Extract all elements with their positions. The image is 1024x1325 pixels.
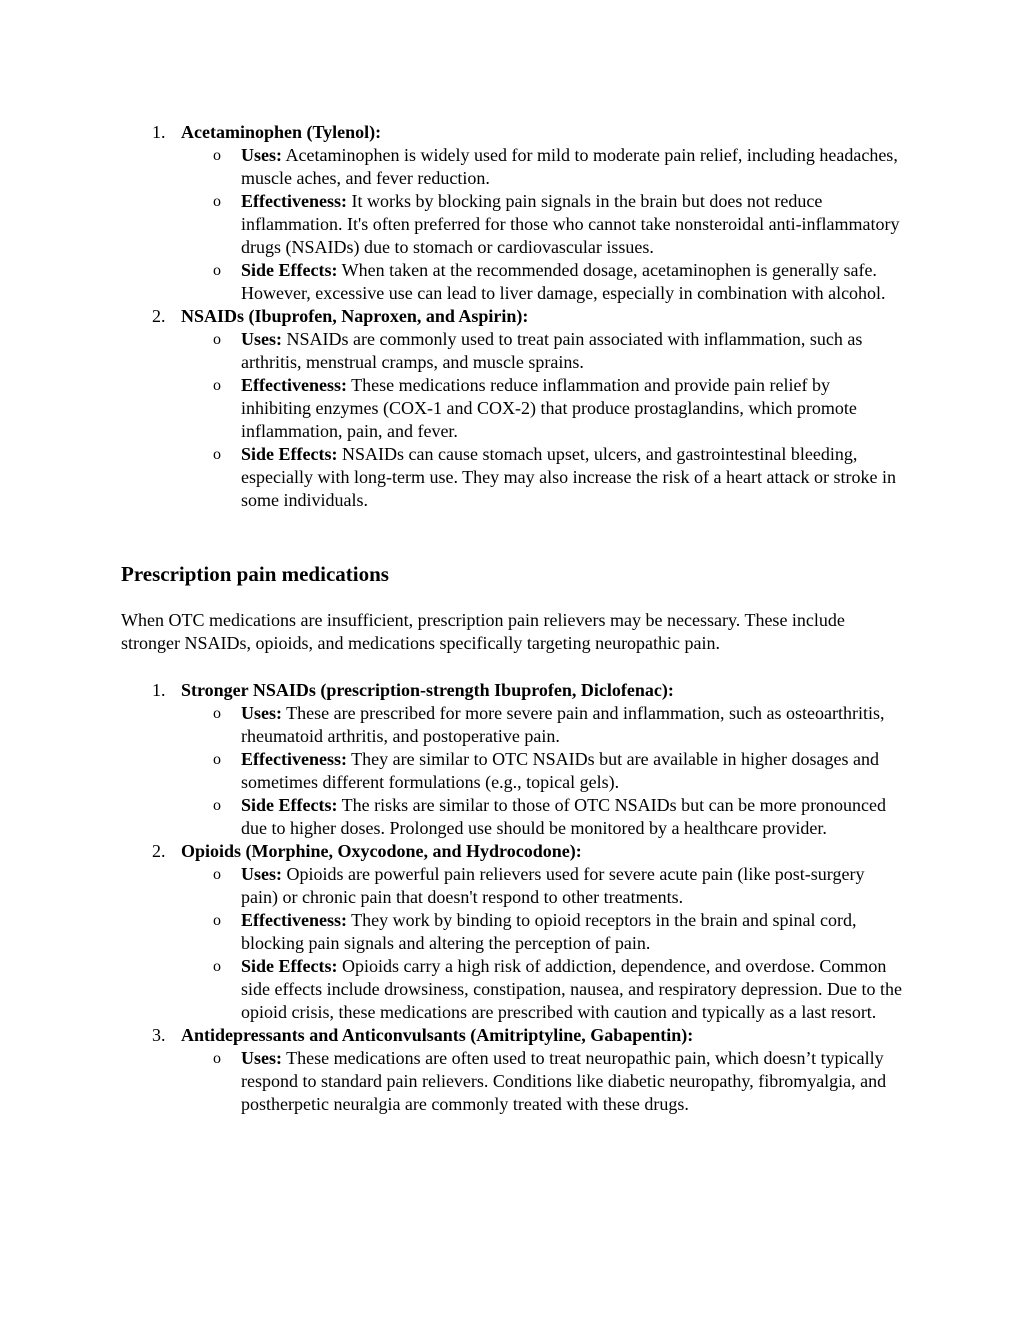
item-label: Uses: (241, 329, 282, 349)
item-text: NSAIDs can cause stomach upset, ulcers, and gastrointestinal bleeding, especially with long-term use. They may also increase the risk of a heart attack or stroke in some individuals. (241, 444, 896, 510)
sub-list-item (181, 794, 903, 840)
item-text: NSAIDs are commonly used to treat pain associated with inflammation, such as arthritis, menstrual cramps, and muscle sprains. (241, 329, 863, 372)
list-number: 2. (152, 841, 166, 861)
item-text: These medications are often used to treat neuropathic pain, which doesn’t typically respond to standard pain relievers. Conditions like diabetic neuropathy, fibromyalgia, and postherpetic neuralgia are commonly treated with these drugs. (241, 1048, 887, 1114)
list-item-title: Acetaminophen (Tylenol): (181, 122, 382, 142)
item-text: They are similar to OTC NSAIDs but are available in higher dosages and sometimes different formulations (e.g., topical gels). (241, 749, 879, 792)
bullet-icon: o (213, 1050, 221, 1067)
sub-list-item (181, 443, 903, 512)
item-text: Acetaminophen is widely used for mild to moderate pain relief, including headaches, muscle aches, and fever reduction. (241, 145, 898, 188)
sub-list-item (181, 702, 903, 748)
item-label: Effectiveness: (241, 375, 347, 395)
item-label: Side Effects: (241, 260, 338, 280)
list-number: 1. (152, 122, 166, 142)
item-text: The risks are similar to those of OTC NSAIDs but can be more pronounced due to higher doses. Prolonged use should be monitored by a healthcare provider. (241, 795, 887, 838)
list-item (0, 121, 1024, 305)
sub-list-item (181, 909, 903, 955)
item-label: Uses: (241, 703, 282, 723)
item-label: Effectiveness: (241, 191, 347, 211)
item-label: Side Effects: (241, 444, 338, 464)
bullet-icon: o (213, 331, 221, 348)
item-text: They work by binding to opioid receptors in the brain and spinal cord, blocking pain signals and altering the perception of pain. (241, 910, 857, 953)
section-heading: Prescription pain medications (121, 562, 389, 586)
sub-list-item (181, 374, 903, 443)
bullet-icon: o (213, 866, 221, 883)
item-label: Uses: (241, 145, 282, 165)
list-number: 2. (152, 306, 166, 326)
sub-list-item (181, 190, 903, 259)
list-item-title: Stronger NSAIDs (prescription-strength Ibuprofen, Diclofenac): (181, 680, 674, 700)
list-item (0, 305, 1024, 512)
sub-list (181, 863, 1024, 1024)
sub-list (181, 1047, 1024, 1116)
list-item-title: NSAIDs (Ibuprofen, Naproxen, and Aspirin): (181, 306, 529, 326)
bullet-icon: o (213, 262, 221, 279)
item-label: Side Effects: (241, 795, 338, 815)
sub-list-item (181, 1047, 903, 1116)
bullet-icon: o (213, 446, 221, 463)
item-text: It works by blocking pain signals in the brain but does not reduce inflammation. It's often preferred for those who cannot take nonsteroidal anti-inflammatory drugs (NSAIDs) due to stomach or cardiovascular issues. (241, 191, 900, 257)
item-label: Effectiveness: (241, 749, 347, 769)
sub-list-item (181, 748, 903, 794)
bullet-icon: o (213, 193, 221, 210)
item-label: Side Effects: (241, 956, 338, 976)
item-label: Uses: (241, 864, 282, 884)
list-number: 3. (152, 1025, 166, 1045)
list-number: 1. (152, 680, 166, 700)
list-item-title: Opioids (Morphine, Oxycodone, and Hydrocodone): (181, 841, 582, 861)
sub-list (181, 328, 1024, 512)
bullet-icon: o (213, 797, 221, 814)
intro-paragraph: When OTC medications are insufficient, prescription pain relievers may be necessary. These include stronger NSAIDs, opioids, and medications specifically targeting neuropathic pain. (121, 610, 845, 653)
bullet-icon: o (213, 705, 221, 722)
item-text: Opioids carry a high risk of addiction, dependence, and overdose. Common side effects include drowsiness, constipation, nausea, and respiratory depression. Due to the opioid crisis, these medications are prescribed with caution and typically as a last resort. (241, 956, 902, 1022)
bullet-icon: o (213, 377, 221, 394)
bullet-icon: o (213, 147, 221, 164)
sub-list-item (181, 259, 903, 305)
bullet-icon: o (213, 912, 221, 929)
sub-list (181, 702, 1024, 840)
list-item (0, 840, 1024, 1024)
list-item (0, 1024, 1024, 1116)
bullet-icon: o (213, 958, 221, 975)
list-item-title: Antidepressants and Anticonvulsants (Amitriptyline, Gabapentin): (181, 1025, 694, 1045)
sub-list (181, 144, 1024, 305)
sub-list-item (181, 144, 903, 190)
item-label: Uses: (241, 1048, 282, 1068)
bullet-icon: o (213, 751, 221, 768)
item-text: These are prescribed for more severe pain and inflammation, such as osteoarthritis, rheumatoid arthritis, and postoperative pain. (241, 703, 885, 746)
item-text: These medications reduce inflammation and provide pain relief by inhibiting enzymes (COX-1 and COX-2) that produce prostaglandins, which promote inflammation, pain, and fever. (241, 375, 857, 441)
item-label: Effectiveness: (241, 910, 347, 930)
item-text: When taken at the recommended dosage, acetaminophen is generally safe. However, excessive use can lead to liver damage, especially in combination with alcohol. (241, 260, 886, 303)
sub-list-item (181, 863, 903, 909)
prescription-medication-list (0, 679, 1024, 1116)
item-text: Opioids are powerful pain relievers used for severe acute pain (like post-surgery pain) or chronic pain that doesn't respond to other treatments. (241, 864, 865, 907)
sub-list-item (181, 328, 903, 374)
list-item (0, 679, 1024, 840)
otc-medication-list (0, 121, 1024, 512)
sub-list-item (181, 955, 903, 1024)
